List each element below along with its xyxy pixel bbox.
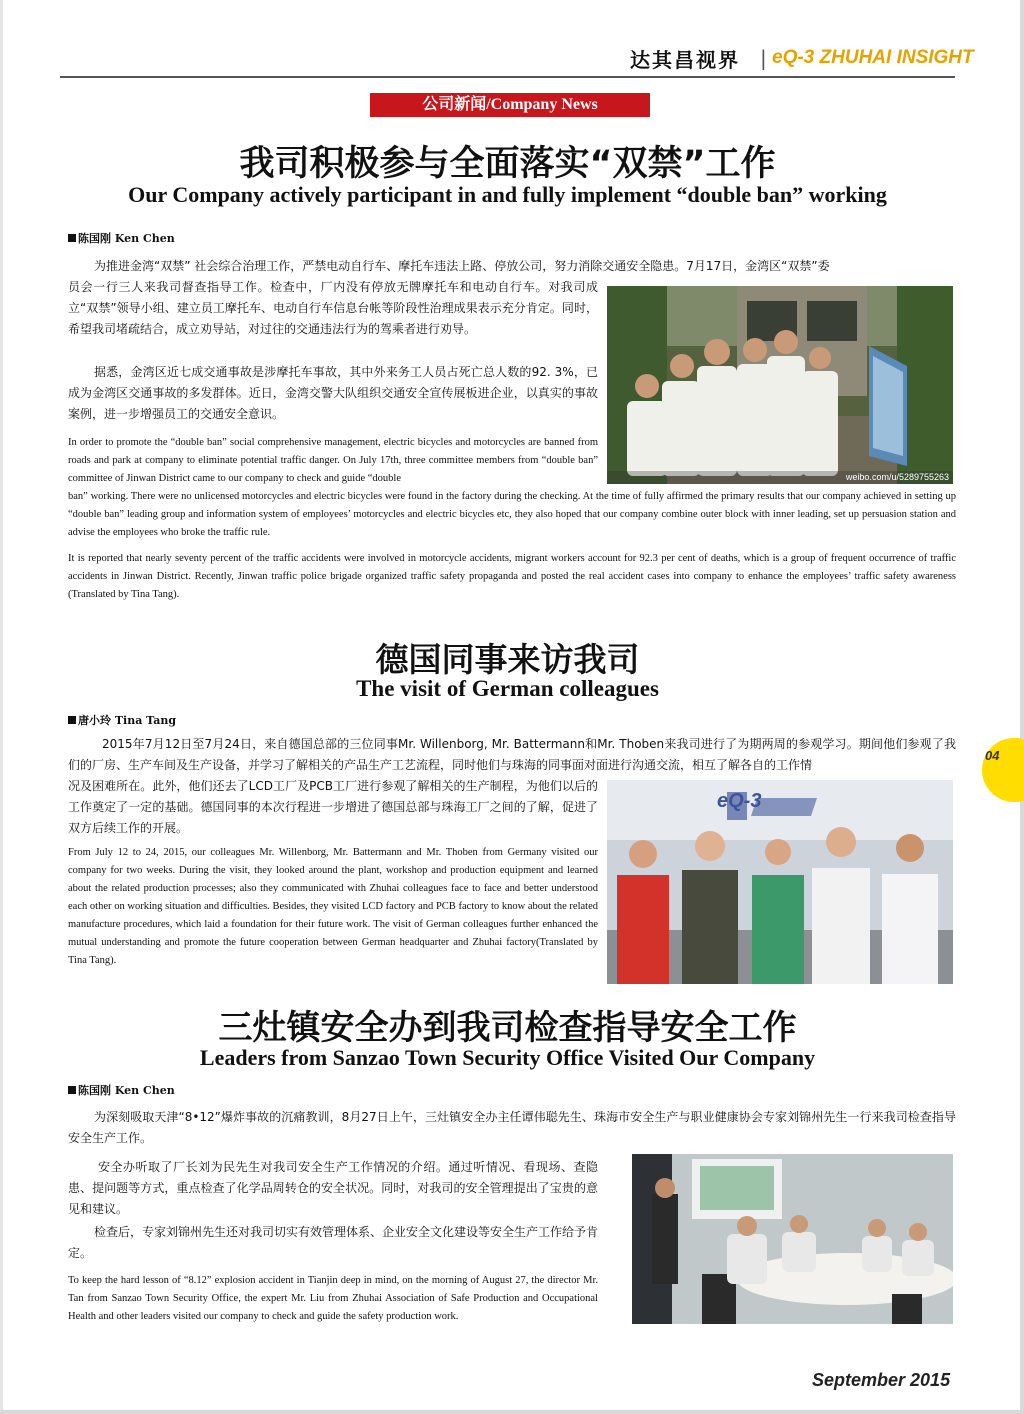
article3-english: To keep the hard lesson of “8.12” explosion accident in Tianjin deep in mind, on the morning of August 27, the director Mr. Tan from Sanzao Town Security Office, the expert Mr. Liu from Zhuhai Association of Safe Production and Occupational Health and other leaders visited our company to check and guide the safety production work. xyxy=(68,1275,598,1322)
article1-english-2: It is reported that nearly seventy percent of the traffic accidents were involved in motorcycle accidents, migrant workers account for 92.3 per cent of deaths, which is a group of frequent occurrence of traffic accidents in Jinwan District. Recently, Jinwan traffic police brigade organized traffic safety propaganda and posted the real accident cases into company to enhance the employees’ traffic safety awareness (Translated by Tina Tang). xyxy=(68,553,956,600)
article2-photo xyxy=(607,780,953,984)
section-tag: 公司新闻/Company News xyxy=(370,93,650,117)
footer-date: September 2015 xyxy=(812,1370,951,1390)
article3-paragraph3: 检查后，专家刘锦州先生还对我司切实有效管理体系、企业安全文化建设等安全生产工作给予肯定。 xyxy=(68,1225,599,1260)
header-separator: | xyxy=(760,46,767,70)
bullet-square-icon xyxy=(68,234,76,242)
meeting-photo-illustration xyxy=(632,1154,953,1324)
page-number: 04 xyxy=(985,748,1000,763)
group-photo-illustration xyxy=(607,780,953,984)
article2-title-cn: 德国同事来访我司 xyxy=(375,640,640,679)
article3-title-cn: 三灶镇安全办到我司检查指导安全工作 xyxy=(218,1008,797,1048)
article1-author: 陈国刚 Ken Chen xyxy=(68,230,175,246)
article1-title-cn: 我司积极参与全面落实“双禁”工作 xyxy=(239,144,776,184)
article3-photo xyxy=(632,1154,953,1324)
header-brand-cn: 达其昌视界 xyxy=(630,48,740,72)
article2-english: From July 12 to 24, 2015, our colleagues Mr. Willenborg, Mr. Battermann and Mr. Thoben from Germany visited our company for two weeks. During the visit, they looked around the plant, workshop and production equipment and learned about the related production processes; also they communicated with Zhuhai colleagues face to face and better understood each other on working situation and difficulties. Besides, they visited LCD factory and PCB factory to know about the related manufacture procedures, which laid a foundation for their future work. The visit of German colleagues further enhanced the mutual understanding and promote the future cooperation between German headquarter and Zhuhai factory(Translated by Tina Tang). xyxy=(68,847,598,966)
header-rule xyxy=(60,76,955,78)
photo-banner-text: eQ-3 xyxy=(717,790,762,812)
page-border-right xyxy=(1020,0,1024,1414)
article1-paragraph2: 据悉，金湾区近七成交通事故是涉摩托车事故，其中外来务工人员占死亡总人数的92. 3%，已成为金湾区交通事故的多发群体。近日，金湾交警大队组织交通安全宣传展板进企业，以真实的事故案例，进一步增强员工的交通安全意识。 xyxy=(68,365,598,421)
article2-paragraph1-rest: 况及困难所在。此外，他们还去了LCD工厂及PCB工厂进行参观了解相关的生产制程，为他们以后的工作奠定了一定的基础。德国同事的本次行程进一步增进了德国总部与珠海工厂之间的了解，促进了双方后续工作的开展。 xyxy=(68,779,598,835)
page-border-bottom xyxy=(0,1410,1024,1414)
photo-watermark: weibo.com/u/5289755263 xyxy=(845,472,949,482)
article3-title-en: Leaders from Sanzao Town Security Office Visited Our Company xyxy=(199,1045,816,1070)
article1-paragraph1-full: 为推进金湾“双禁” 社会综合治理工作，严禁电动自行车、摩托车违法上路、停放公司，努力消除交通安全隐患。7月17日，金湾区“双禁”委 xyxy=(94,259,830,273)
article2-author: 唐小玲 Tina Tang xyxy=(68,712,176,728)
article3-author: 陈国刚 Ken Chen xyxy=(68,1082,175,1098)
bullet-square-icon xyxy=(68,716,76,724)
article2-paragraph1-full: 2015年7月12日至7月24日，来自德国总部的三位同事Mr. Willenborg, Mr. Battermann和Mr. Thoben来我司进行了为期两周的参观学习。期间他们参观了我们的厂房、生产车间及生产设备，并学习了解相关的产品生产工艺流程，同时他们与珠海的同事面对面进行沟通交流，相互了解各自的工作情 xyxy=(68,737,956,772)
article2-title-en: The visit of German colleagues xyxy=(356,676,659,701)
article3-paragraph2: 安全办听取了厂长刘为民先生对我司安全生产工作情况的介绍。通过听情况、看现场、查隐患、提问题等方式，重点检查了化学品周转仓的安全状况。同时，对我司的安全管理提出了宝贵的意见和建议。 xyxy=(68,1160,598,1216)
article3-paragraph1: 为深刻吸取天津“8•12”爆炸事故的沉痛教训，8月27日上午，三灶镇安全办主任谭伟聪先生、珠海市安全生产与职业健康协会专家刘锦州先生一行来我司检查指导安全生产工作。 xyxy=(68,1110,956,1145)
article1-title-en: Our Company actively participant in and fully implement “double ban” working xyxy=(128,182,887,207)
article1-paragraph1-rest: 员会一行三人来我司督查指导工作。检查中，厂内没有停放无牌摩托车和电动自行车。对我司成立“双禁”领导小组、建立员工摩托车、电动自行车信息台帐等阶段性治理成果表示充分肯定。同时，希望我司堵疏结合，成立劝导站，对过往的交通违法行为的驾乘者进行劝导。 xyxy=(68,280,598,336)
article1-english-full: ban” working. There were no unlicensed motorcycles and electric bicycles were found in the factory during the checking. At the time of fully affirmed the primary results that our company achieved in setting up “double ban” leading group and information system of employees’ motorcycles and electric bicycles etc, they also hoped that our company combine outer block with inner leading, set up persuasion station and advise the employees who broke the traffic rule. xyxy=(68,491,956,538)
inspection-photo-illustration xyxy=(607,286,953,484)
header-brand-en: eQ-3 ZHUHAI INSIGHT xyxy=(772,47,974,68)
article1-photo xyxy=(607,286,953,484)
page-border-left xyxy=(0,0,3,1414)
article1-english-narrow: In order to promote the “double ban” social comprehensive management, electric bicycles and motorcycles are banned from roads and park at company to eliminate potential traffic danger. On July 17th, three committee members from “double ban” committee of Jinwan District came to our company to check and guide “double xyxy=(68,437,598,484)
bullet-square-icon xyxy=(68,1086,76,1094)
